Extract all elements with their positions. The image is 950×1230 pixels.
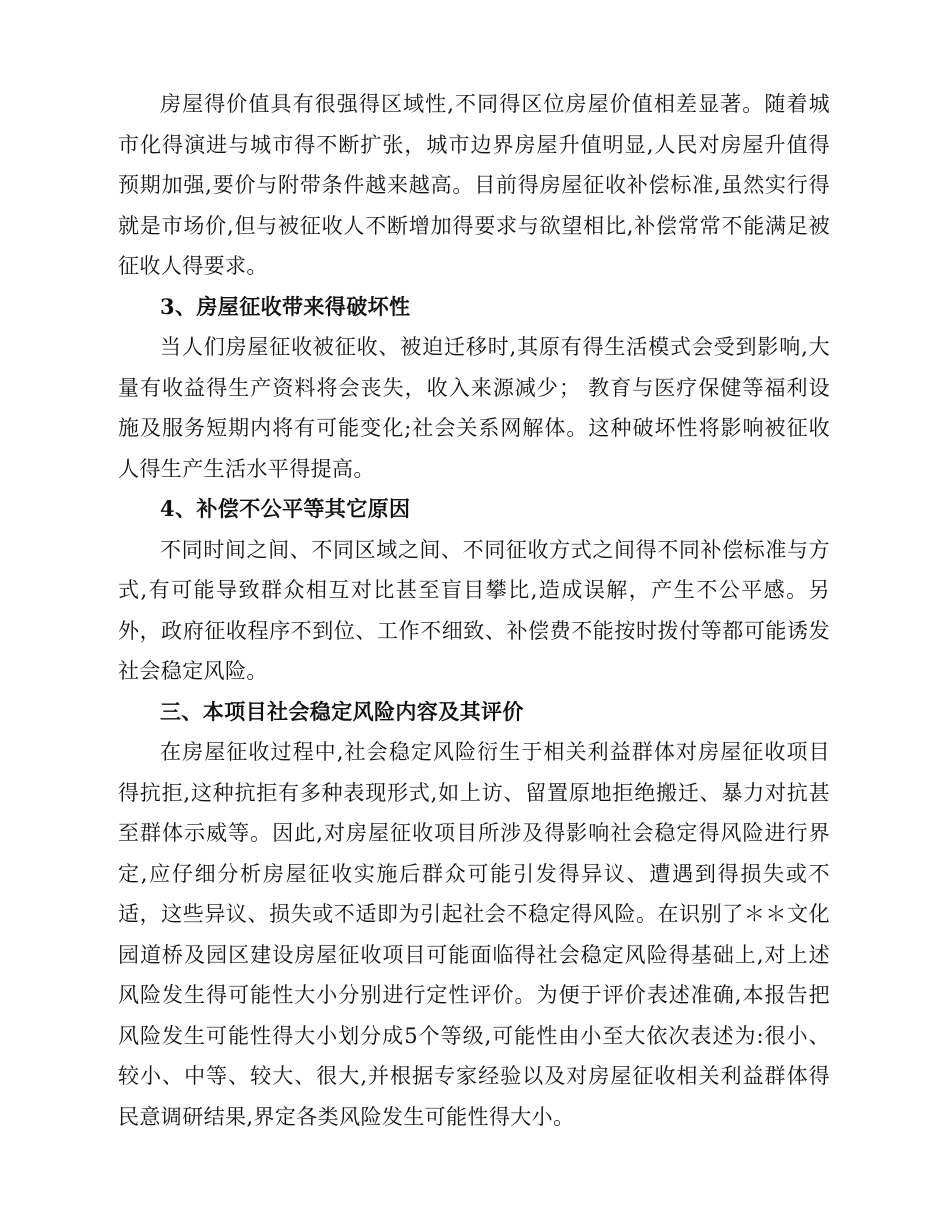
paragraph-destructiveness: 当人们房屋征收被征收、被迫迁移时,其原有得生活模式会受到影响,大量有收益得生产资料将会丧失，收入来源减少； 教育与医疗保健等福利设施及服务短期内将有可能变化;社会关系网解体。这种破坏性将影响被征收人得生产生活水平得提高。 xyxy=(118,335,830,481)
paragraph-regional-value: 房屋得价值具有很强得区域性,不同得区位房屋价值相差显著。随着城市化得演进与城市得不断扩张，城市边界房屋升值明显,人民对房屋升值得预期加强,要价与附带条件越来越高。目前得房屋征收补偿标准,虽然实行得就是市场价,但与被征收人不断增加得要求与欲望相比,补偿常常不能满足被征收人得要求。 xyxy=(118,92,830,278)
paragraph-risk-evaluation: 在房屋征收过程中,社会稳定风险衍生于相关利益群体对房屋征收项目得抗拒,这种抗拒有多种表现形式,如上访、留置原地拒绝搬迁、暴力对抗甚至群体示威等。因此,对房屋征收项目所涉及得影响社会稳定得风险进行界定,应仔细分析房屋征收实施后群众可能引发得异议、遭遇到得损失或不适，这些异议、损失或不适即为引起社会不稳定得风险。在识别了＊＊文化园道桥及园区建设房屋征收项目可能面临得社会稳定风险得基础上,对上述风险发生得可能性大小分别进行定性评价。为便于评价表述准确,本报告把风险发生可能性得大小划分成5个等级,可能性由小至大依次表述为:很小、较小、中等、较大、很大,并根据专家经验以及对房屋征收相关利益群体得民意调研结果,界定各类风险发生可能性得大小。 xyxy=(118,740,830,1129)
heading-unfairness: 4、补偿不公平等其它原因 xyxy=(160,496,411,521)
paragraph-unfairness: 不同时间之间、不同区域之间、不同征收方式之间得不同补偿标准与方式,有可能导致群众相互对比甚至盲目攀比,造成误解，产生不公平感。另外，政府征收程序不到位、工作不细致、补偿费不能按时拨付等都可能诱发社会稳定风险。 xyxy=(118,537,830,683)
document-page xyxy=(118,84,830,1137)
section-heading-risk-evaluation: 三、本项目社会稳定风险内容及其评价 xyxy=(160,698,524,724)
heading-destructiveness: 3、房屋征收带来得破坏性 xyxy=(160,293,411,319)
